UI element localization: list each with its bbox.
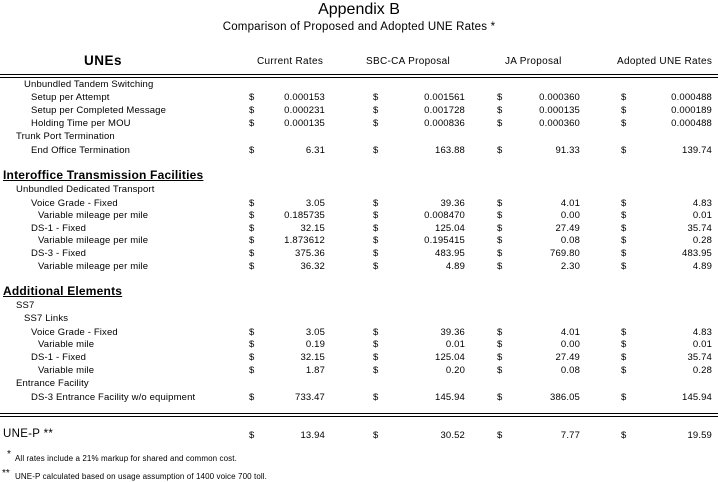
currency-symbol: $: [621, 365, 627, 376]
currency-symbol: $: [249, 223, 255, 234]
subheading-dedicated-transport: Unbundled Dedicated Transport: [16, 184, 155, 195]
current-rate: 0.185735: [284, 210, 325, 221]
sbc-rate: 4.89: [445, 261, 465, 272]
section-heading-additional: Additional Elements: [3, 284, 123, 298]
table-row: [0, 210, 718, 223]
currency-symbol: $: [621, 198, 627, 209]
currency-symbol: $: [621, 235, 627, 246]
current-rate: 13.94: [300, 430, 325, 441]
currency-symbol: $: [373, 210, 379, 221]
sbc-rate: 0.008470: [424, 210, 465, 221]
sbc-rate: 145.94: [435, 392, 465, 403]
header-rule: [0, 74, 718, 78]
row-label: Variable mile: [38, 365, 95, 376]
section-heading-interoffice: Interoffice Transmission Facilities: [3, 168, 204, 182]
current-rate: 1.87: [305, 365, 325, 376]
currency-symbol: $: [621, 118, 627, 129]
currency-symbol: $: [373, 198, 379, 209]
currency-symbol: $: [497, 105, 503, 116]
row-label: End Office Termination: [31, 145, 131, 156]
currency-symbol: $: [621, 248, 627, 259]
currency-symbol: $: [373, 261, 379, 272]
ja-rate: 0.000360: [539, 92, 580, 103]
currency-symbol: $: [497, 145, 503, 156]
ja-rate: 0.000135: [539, 105, 580, 116]
row-label: Holding Time per MOU: [31, 118, 131, 129]
table-row: [0, 339, 718, 352]
currency-symbol: $: [497, 261, 503, 272]
ja-rate: 0.000360: [539, 118, 580, 129]
adopted-rate: 0.01: [692, 210, 712, 221]
ja-rate: 386.05: [550, 392, 580, 403]
ja-rate: 91.33: [555, 145, 580, 156]
row-label: DS-3 Entrance Facility w/o equipment: [31, 392, 196, 403]
table-row: [0, 392, 718, 405]
currency-symbol: $: [249, 365, 255, 376]
column-header-unes: UNEs: [84, 53, 123, 68]
sbc-rate: 0.000836: [424, 118, 465, 129]
subheading-ss7: SS7: [16, 300, 35, 311]
currency-symbol: $: [373, 327, 379, 338]
unep-row: [0, 430, 718, 443]
ja-rate: 7.77: [560, 430, 580, 441]
row-label: Variable mile: [38, 339, 95, 350]
currency-symbol: $: [621, 210, 627, 221]
currency-symbol: $: [621, 352, 627, 363]
adopted-rate: 35.74: [687, 352, 712, 363]
currency-symbol: $: [249, 327, 255, 338]
table-row: [0, 105, 718, 118]
ja-rate: 2.30: [560, 261, 580, 272]
currency-symbol: $: [621, 105, 627, 116]
current-rate: 733.47: [295, 392, 325, 403]
adopted-rate: 4.83: [692, 198, 712, 209]
current-rate: 6.31: [305, 145, 325, 156]
footnote-1: All rates include a 21% markup for shared and common cost.: [15, 454, 237, 463]
sbc-rate: 30.52: [440, 430, 465, 441]
currency-symbol: $: [497, 198, 503, 209]
subheading-row: [0, 300, 718, 313]
table-row: [0, 365, 718, 378]
currency-symbol: $: [497, 430, 503, 441]
currency-symbol: $: [249, 210, 255, 221]
subheading-trunk-port: Trunk Port Termination: [16, 131, 115, 142]
currency-symbol: $: [373, 223, 379, 234]
ja-rate: 0.00: [560, 210, 580, 221]
sbc-rate: 0.195415: [424, 235, 465, 246]
adopted-rate: 0.000189: [671, 105, 712, 116]
ja-rate: 27.49: [555, 352, 580, 363]
subheading-entrance-facility: Entrance Facility: [16, 378, 89, 389]
table-row: [0, 248, 718, 261]
table-row: [0, 261, 718, 274]
current-rate: 3.05: [305, 198, 325, 209]
adopted-rate: 0.000488: [671, 92, 712, 103]
currency-symbol: $: [373, 392, 379, 403]
sbc-rate: 483.95: [435, 248, 465, 259]
currency-symbol: $: [497, 210, 503, 221]
row-label: DS-3 - Fixed: [31, 248, 87, 259]
table-row: [0, 145, 718, 158]
sbc-rate: 0.001728: [424, 105, 465, 116]
ja-rate: 0.00: [560, 339, 580, 350]
currency-symbol: $: [497, 92, 503, 103]
currency-symbol: $: [249, 352, 255, 363]
subheading-ss7-links: SS7 Links: [24, 313, 69, 324]
currency-symbol: $: [373, 430, 379, 441]
currency-symbol: $: [373, 118, 379, 129]
currency-symbol: $: [497, 352, 503, 363]
subheading-row: [0, 79, 718, 92]
row-label: Variable mileage per mile: [38, 261, 149, 272]
current-rate: 3.05: [305, 327, 325, 338]
sbc-rate: 125.04: [435, 223, 465, 234]
subheading-row: [0, 184, 718, 197]
sbc-rate: 0.001561: [424, 92, 465, 103]
adopted-rate: 4.83: [692, 327, 712, 338]
current-rate: 0.19: [305, 339, 325, 350]
sbc-rate: 39.36: [440, 198, 465, 209]
page-subtitle: Comparison of Proposed and Adopted UNE Rates *: [222, 21, 496, 33]
adopted-rate: 483.95: [682, 248, 712, 259]
currency-symbol: $: [249, 118, 255, 129]
row-label: Variable mileage per mile: [38, 210, 149, 221]
unep-label: UNE-P **: [3, 428, 54, 440]
currency-symbol: $: [621, 327, 627, 338]
column-header-adopted-rates: Adopted UNE Rates: [617, 56, 713, 67]
row-label: DS-1 - Fixed: [31, 352, 87, 363]
row-label: Voice Grade - Fixed: [31, 327, 118, 338]
page-title: Appendix B: [318, 1, 400, 18]
current-rate: 32.15: [300, 352, 325, 363]
currency-symbol: $: [249, 198, 255, 209]
currency-symbol: $: [621, 261, 627, 272]
currency-symbol: $: [373, 105, 379, 116]
ja-rate: 4.01: [560, 198, 580, 209]
ja-rate: 0.08: [560, 235, 580, 246]
currency-symbol: $: [249, 235, 255, 246]
ja-rate: 27.49: [555, 223, 580, 234]
currency-symbol: $: [621, 223, 627, 234]
footnote-2: UNE-P calculated based on usage assumption of 1400 voice 700 toll.: [15, 472, 267, 481]
adopted-rate: 4.89: [692, 261, 712, 272]
currency-symbol: $: [497, 339, 503, 350]
currency-symbol: $: [497, 248, 503, 259]
currency-symbol: $: [621, 92, 627, 103]
column-header-sbc-proposal: SBC-CA Proposal: [366, 56, 450, 67]
currency-symbol: $: [497, 327, 503, 338]
column-header-current-rates: Current Rates: [257, 56, 324, 67]
sbc-rate: 0.20: [445, 365, 465, 376]
subheading-row: [0, 313, 718, 326]
table-row: [0, 118, 718, 131]
currency-symbol: $: [621, 339, 627, 350]
table-row: [0, 352, 718, 365]
ja-rate: 769.80: [550, 248, 580, 259]
currency-symbol: $: [249, 105, 255, 116]
footnote-marker-2: **: [2, 468, 10, 479]
currency-symbol: $: [373, 145, 379, 156]
currency-symbol: $: [373, 92, 379, 103]
currency-symbol: $: [373, 248, 379, 259]
adopted-rate: 35.74: [687, 223, 712, 234]
currency-symbol: $: [373, 352, 379, 363]
current-rate: 375.36: [295, 248, 325, 259]
currency-symbol: $: [249, 261, 255, 272]
row-label: Variable mileage per mile: [38, 235, 149, 246]
current-rate: 0.000153: [284, 92, 325, 103]
currency-symbol: $: [621, 430, 627, 441]
currency-symbol: $: [249, 248, 255, 259]
currency-symbol: $: [497, 235, 503, 246]
current-rate: 0.000135: [284, 118, 325, 129]
current-rate: 32.15: [300, 223, 325, 234]
currency-symbol: $: [249, 430, 255, 441]
footnote-marker-1: *: [7, 449, 11, 460]
currency-symbol: $: [373, 235, 379, 246]
current-rate: 0.000231: [284, 105, 325, 116]
row-label: Voice Grade - Fixed: [31, 198, 118, 209]
currency-symbol: $: [621, 392, 627, 403]
adopted-rate: 19.59: [687, 430, 712, 441]
adopted-rate: 0.000488: [671, 118, 712, 129]
sbc-rate: 125.04: [435, 352, 465, 363]
ja-rate: 4.01: [560, 327, 580, 338]
currency-symbol: $: [497, 392, 503, 403]
currency-symbol: $: [373, 365, 379, 376]
adopted-rate: 0.28: [692, 365, 712, 376]
currency-symbol: $: [373, 339, 379, 350]
adopted-rate: 0.01: [692, 339, 712, 350]
currency-symbol: $: [249, 145, 255, 156]
sbc-rate: 0.01: [445, 339, 465, 350]
table-row: [0, 235, 718, 248]
adopted-rate: 139.74: [682, 145, 712, 156]
current-rate: 36.32: [300, 261, 325, 272]
subheading-tandem-switching: Unbundled Tandem Switching: [24, 79, 154, 90]
current-rate: 1.873612: [284, 235, 325, 246]
column-header-ja-proposal: JA Proposal: [505, 56, 562, 67]
subheading-row: [0, 131, 718, 144]
adopted-rate: 0.28: [692, 235, 712, 246]
adopted-rate: 145.94: [682, 392, 712, 403]
currency-symbol: $: [497, 118, 503, 129]
currency-symbol: $: [497, 223, 503, 234]
currency-symbol: $: [621, 145, 627, 156]
ja-rate: 0.08: [560, 365, 580, 376]
currency-symbol: $: [497, 365, 503, 376]
row-label: Setup per Attempt: [31, 92, 110, 103]
currency-symbol: $: [249, 339, 255, 350]
row-label: Setup per Completed Message: [31, 105, 167, 116]
currency-symbol: $: [249, 392, 255, 403]
currency-symbol: $: [249, 92, 255, 103]
table-row: [0, 92, 718, 105]
sbc-rate: 39.36: [440, 327, 465, 338]
subheading-row: [0, 378, 718, 391]
total-rule: [0, 413, 718, 417]
row-label: DS-1 - Fixed: [31, 223, 87, 234]
sbc-rate: 163.88: [435, 145, 465, 156]
